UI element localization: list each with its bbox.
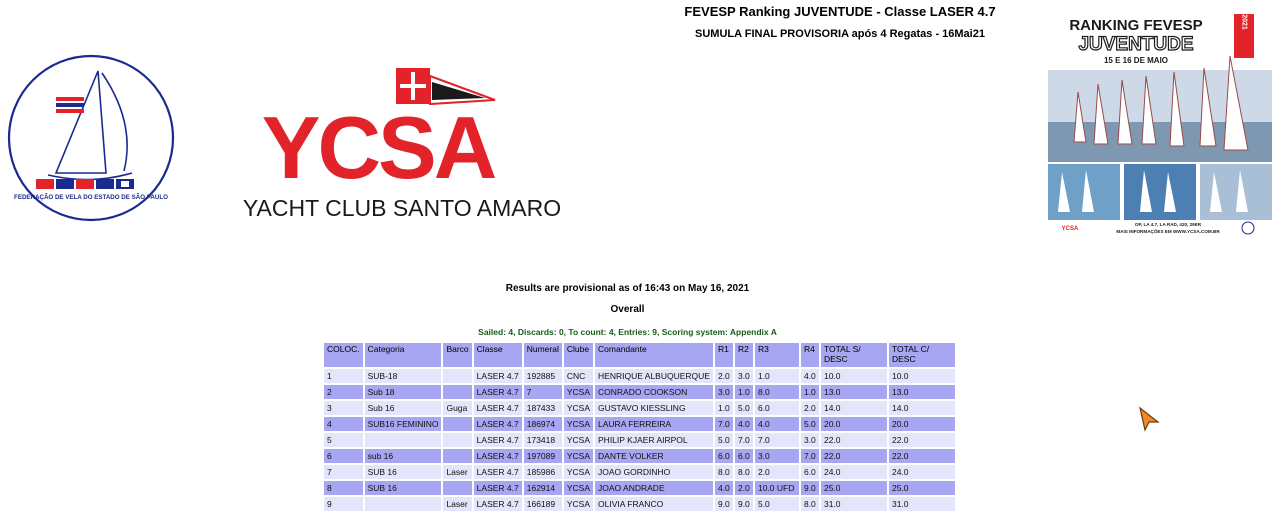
cell-classe: LASER 4.7 xyxy=(474,385,522,399)
cell-r1: 8.0 xyxy=(715,465,733,479)
cell-total-s-desc: 13.0 xyxy=(821,385,887,399)
poster-year: 2021 xyxy=(1240,14,1248,30)
fevesp-logo xyxy=(6,53,176,223)
scoring-summary: Sailed: 4, Discards: 0, To count: 4, Entries: 9, Scoring system: Appendix A xyxy=(478,327,777,337)
cell-clube: CNC xyxy=(564,369,593,383)
cell-total-s-desc: 10.0 xyxy=(821,369,887,383)
cell-barco xyxy=(443,369,471,383)
cell-r2: 1.0 xyxy=(735,385,753,399)
cell-total-s-desc: 24.0 xyxy=(821,465,887,479)
cell-r4: 4.0 xyxy=(801,369,819,383)
cell-classe: LASER 4.7 xyxy=(474,449,522,463)
cell-coloc: 3 xyxy=(324,401,363,415)
poster-title: RANKING FEVESP xyxy=(1069,17,1203,34)
cell-r1: 7.0 xyxy=(715,417,733,431)
cell-r3: 8.0 xyxy=(755,385,799,399)
cell-coloc: 8 xyxy=(324,481,363,495)
cell-r1: 3.0 xyxy=(715,385,733,399)
cell-coloc: 6 xyxy=(324,449,363,463)
cell-barco xyxy=(443,417,471,431)
page-subtitle: SUMULA FINAL PROVISORIA após 4 Regatas - 16Mai21 xyxy=(695,28,985,40)
cell-classe: LASER 4.7 xyxy=(474,369,522,383)
cell-r4: 6.0 xyxy=(801,465,819,479)
cell-numeral: 187433 xyxy=(524,401,562,415)
cell-total-s-desc: 14.0 xyxy=(821,401,887,415)
cell-categoria xyxy=(365,433,442,447)
cell-total-c-desc: 10.0 xyxy=(889,369,955,383)
cell-comandante: LAURA FERREIRA xyxy=(595,417,713,431)
cell-classe: LASER 4.7 xyxy=(474,417,522,431)
table-row xyxy=(324,433,955,447)
provisional-notice: Results are provisional as of 16:43 on May 16, 2021 xyxy=(505,283,750,294)
cell-r3: 10.0 UFD xyxy=(755,481,799,495)
cell-classe: LASER 4.7 xyxy=(474,465,522,479)
table-row xyxy=(324,449,955,463)
cell-categoria: Sub 16 xyxy=(365,401,442,415)
ranking-poster xyxy=(1048,12,1272,238)
cell-coloc: 7 xyxy=(324,465,363,479)
cell-total-c-desc: 31.0 xyxy=(889,497,955,511)
cell-comandante: JOAO GORDINHO xyxy=(595,465,713,479)
cell-barco: Laser xyxy=(443,497,471,511)
cell-comandante: JOAO ANDRADE xyxy=(595,481,713,495)
cell-classe: LASER 4.7 xyxy=(474,497,522,511)
cell-numeral: 197089 xyxy=(524,449,562,463)
cell-total-s-desc: 22.0 xyxy=(821,433,887,447)
cell-coloc: 1 xyxy=(324,369,363,383)
cell-categoria: SUB16 FEMININO xyxy=(365,417,442,431)
poster-dates: 15 E 16 DE MAIO xyxy=(1103,56,1169,65)
cell-r4: 2.0 xyxy=(801,401,819,415)
col-header-r1: R1 xyxy=(715,343,733,367)
cell-total-s-desc: 31.0 xyxy=(821,497,887,511)
cell-categoria: SUB 16 xyxy=(365,481,442,495)
cell-r2: 4.0 xyxy=(735,417,753,431)
cell-r1: 1.0 xyxy=(715,401,733,415)
cell-total-c-desc: 13.0 xyxy=(889,385,955,399)
cell-total-s-desc: 20.0 xyxy=(821,417,887,431)
col-header-categoria: Categoria xyxy=(365,343,442,367)
cell-classe: LASER 4.7 xyxy=(474,481,522,495)
cell-r3: 7.0 xyxy=(755,433,799,447)
col-header-total-c-desc: TOTAL C/ DESC xyxy=(889,343,955,367)
poster-info: MAIS INFORMAÇÕES EM WWW.YCSA.COM.BR xyxy=(1116,229,1220,234)
cell-barco xyxy=(443,433,471,447)
page-title: FEVESP Ranking JUVENTUDE - Classe LASER 4.7 xyxy=(684,4,996,19)
cell-clube: YCSA xyxy=(564,497,593,511)
cell-barco: Guga xyxy=(443,401,471,415)
table-row xyxy=(324,465,955,479)
cell-classe: LASER 4.7 xyxy=(474,433,522,447)
table-row xyxy=(324,481,955,495)
cell-r4: 8.0 xyxy=(801,497,819,511)
cell-barco: Laser xyxy=(443,465,471,479)
cell-r4: 5.0 xyxy=(801,417,819,431)
cell-total-s-desc: 25.0 xyxy=(821,481,887,495)
cell-numeral: 7 xyxy=(524,385,562,399)
col-header-clube: Clube xyxy=(564,343,593,367)
cell-comandante: GUSTAVO KIESSLING xyxy=(595,401,713,415)
cell-comandante: CONRADO COOKSON xyxy=(595,385,713,399)
overall-heading: Overall xyxy=(610,304,645,315)
cell-total-c-desc: 20.0 xyxy=(889,417,955,431)
cell-r2: 3.0 xyxy=(735,369,753,383)
cell-clube: YCSA xyxy=(564,385,593,399)
cell-total-c-desc: 22.0 xyxy=(889,449,955,463)
cell-r3: 2.0 xyxy=(755,465,799,479)
cell-comandante: DANTE VOLKER xyxy=(595,449,713,463)
cell-total-c-desc: 24.0 xyxy=(889,465,955,479)
cell-coloc: 5 xyxy=(324,433,363,447)
poster-subtitle: JUVENTUDE xyxy=(1078,34,1194,55)
col-header-comandante: Comandante xyxy=(595,343,713,367)
cell-r4: 1.0 xyxy=(801,385,819,399)
table-header-row xyxy=(324,343,955,367)
cell-r2: 6.0 xyxy=(735,449,753,463)
cell-clube: YCSA xyxy=(564,401,593,415)
col-header-numeral: Numeral xyxy=(524,343,562,367)
ycsa-logo xyxy=(200,60,610,225)
col-header-coloc: COLOC. xyxy=(324,343,363,367)
cell-comandante: OLIVIA FRANCO xyxy=(595,497,713,511)
cell-coloc: 2 xyxy=(324,385,363,399)
col-header-r3: R3 xyxy=(755,343,799,367)
cell-categoria: SUB 16 xyxy=(365,465,442,479)
cell-categoria xyxy=(365,497,442,511)
cell-clube: YCSA xyxy=(564,417,593,431)
cell-total-c-desc: 14.0 xyxy=(889,401,955,415)
results-table xyxy=(322,341,957,513)
poster-classes: OP, LA 4.7, LA RAD, 420, 29ER xyxy=(1134,222,1202,227)
cell-r1: 5.0 xyxy=(715,433,733,447)
table-row xyxy=(324,497,955,511)
poster-footer-logo: YCSA xyxy=(1061,226,1079,232)
cell-categoria: sub 16 xyxy=(365,449,442,463)
table-row xyxy=(324,385,955,399)
col-header-barco: Barco xyxy=(443,343,471,367)
cell-barco xyxy=(443,449,471,463)
cell-clube: YCSA xyxy=(564,481,593,495)
cell-coloc: 9 xyxy=(324,497,363,511)
cell-r2: 5.0 xyxy=(735,401,753,415)
cell-comandante: PHILIP KJAER AIRPOL xyxy=(595,433,713,447)
cell-clube: YCSA xyxy=(564,449,593,463)
cell-r1: 4.0 xyxy=(715,481,733,495)
cell-numeral: 173418 xyxy=(524,433,562,447)
cell-categoria: SUB-18 xyxy=(365,369,442,383)
cell-classe: LASER 4.7 xyxy=(474,401,522,415)
cell-r4: 7.0 xyxy=(801,449,819,463)
cell-r3: 5.0 xyxy=(755,497,799,511)
cell-total-c-desc: 25.0 xyxy=(889,481,955,495)
col-header-classe: Classe xyxy=(474,343,522,367)
col-header-total-s-desc: TOTAL S/ DESC xyxy=(821,343,887,367)
fevesp-logo-text: FEDERAÇÃO DE VELA DO ESTADO DE SÃO PAULO xyxy=(14,194,168,201)
cell-r2: 9.0 xyxy=(735,497,753,511)
cell-r2: 7.0 xyxy=(735,433,753,447)
cell-clube: YCSA xyxy=(564,433,593,447)
cell-r3: 4.0 xyxy=(755,417,799,431)
cell-barco xyxy=(443,481,471,495)
cell-r3: 3.0 xyxy=(755,449,799,463)
cell-r4: 3.0 xyxy=(801,433,819,447)
cell-r2: 8.0 xyxy=(735,465,753,479)
cell-r3: 1.0 xyxy=(755,369,799,383)
cell-r1: 9.0 xyxy=(715,497,733,511)
table-row xyxy=(324,417,955,431)
cell-r1: 2.0 xyxy=(715,369,733,383)
cell-coloc: 4 xyxy=(324,417,363,431)
cell-comandante: HENRIQUE ALBUQUERQUE xyxy=(595,369,713,383)
mouse-pointer-icon xyxy=(1138,406,1160,432)
cell-clube: YCSA xyxy=(564,465,593,479)
ycsa-logo-text: YCSA xyxy=(261,98,495,197)
ycsa-full-name: YACHT CLUB SANTO AMARO xyxy=(242,195,562,221)
col-header-r2: R2 xyxy=(735,343,753,367)
cell-numeral: 192885 xyxy=(524,369,562,383)
cell-r2: 2.0 xyxy=(735,481,753,495)
cell-numeral: 166189 xyxy=(524,497,562,511)
cell-numeral: 186974 xyxy=(524,417,562,431)
cell-total-s-desc: 22.0 xyxy=(821,449,887,463)
cell-categoria: Sub 18 xyxy=(365,385,442,399)
cell-numeral: 185986 xyxy=(524,465,562,479)
results-table-body xyxy=(324,369,955,511)
cell-r3: 6.0 xyxy=(755,401,799,415)
table-row xyxy=(324,369,955,383)
cell-total-c-desc: 22.0 xyxy=(889,433,955,447)
col-header-r4: R4 xyxy=(801,343,819,367)
table-row xyxy=(324,401,955,415)
cell-r1: 6.0 xyxy=(715,449,733,463)
cell-numeral: 162914 xyxy=(524,481,562,495)
cell-r4: 9.0 xyxy=(801,481,819,495)
cell-barco xyxy=(443,385,471,399)
signal-flags xyxy=(36,179,134,189)
